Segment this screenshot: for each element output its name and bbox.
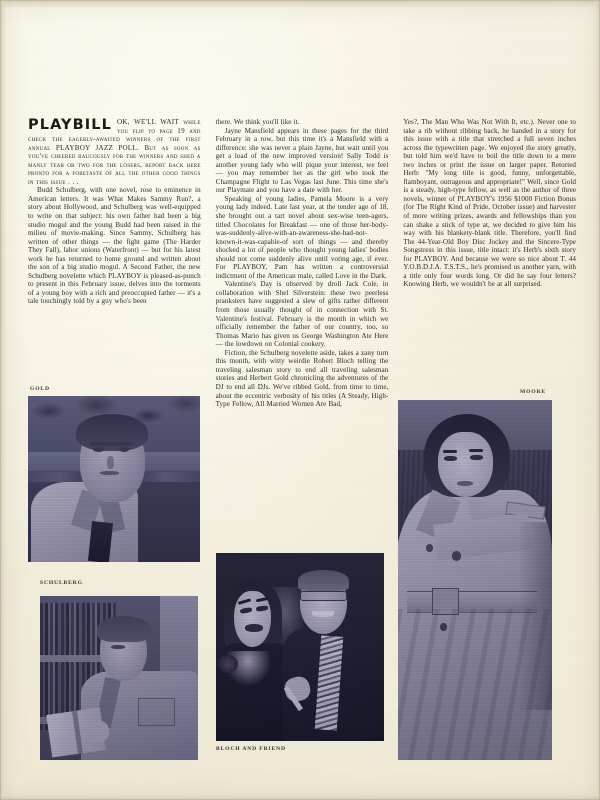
paragraph-text: OK, WE'LL WAIT while you flip to page 19 and check the eagerly-awaited winners of the first annual PLAYBOY JAZZ POLL. But as soon as you've cheered raucously for the winners and shed a manly tear or two for the losers, report back here pronto for a foretaste of all the other good things in this issue . . .	[28, 118, 201, 186]
paragraph-gold-titles: Yes?, The Man Who Was Not With It, etc.). Never one to take a rib without ribbing back, he handed in a story for this issue with a title that stretched a full seven inches across the typewritten page. We enjoyed the story greatly, but told him we'd have to boil the title down to a mere two inches or print the issue on larger paper. Retorted Herb: "My long title is good, funny, unforgettable, flamboyant, outrageous and appropriate!" Well, since Gold is a steady, high-type fellow, as well as the author of three novels, winner of PLAYBOY's 1956 $1000 Fiction Bonus (for The Right Kind of Pride, October issue) and harvester of more writing prizes, awards and fellowships than you can shake a stick of type at, we decided to give him his way with his blankety-blank title. Therefore, you'll find The 44-Year-Old Boy Disc Jockey and the Sincere-Type Songstress in this issue, title intact: it's Herb's sixth story for PLAYBOY. And because we were so nice about T. 44 Y.O.B.D.J.A. T.S.T.S., he's promised us another yarn, with a title only four words long. Or did he say four letters? Knowing Herb, we wouldn't be at all surprised.	[403, 118, 577, 289]
duotone-overlay	[216, 553, 384, 741]
paragraph-lead	[28, 118, 201, 186]
paragraph-fiction: Fiction, the Schulberg novelette aside, takes a zany turn this month, with witty weirdie Robert Bloch telling the traveling salesman story to end all traveling salesman stories and Herbert Gold chronicling the adventures of the DJ to end all DJs. We've ribbed Gold, from time to time, about the eccentric verbosity of his titles (A Steady, High-Type Fellow, All Married Women Are Bad,	[215, 348, 389, 409]
photo-moore	[398, 400, 552, 760]
paragraph-mansfield: Jayne Mansfield appears in these pages for the third February in a row, but this time it's a Mansfield with a difference: she was never a plain Jayne, but wait until you get a load of the new improved version! Sally Todd is another young lady who will pique your interest, we feel — you may remember her as the girl who took the Champagne Flight to Las Vegas last June. This time she's our Playmate and you have a date with her.	[215, 126, 389, 195]
playbill-nameplate: PLAYBILL	[28, 117, 112, 133]
page-edge-right	[595, 0, 600, 800]
photo-gold	[28, 396, 200, 562]
duotone-overlay	[40, 596, 198, 760]
caption-schulberg: SCHULBERG	[40, 580, 83, 586]
column-right	[403, 118, 576, 386]
page-edge-left	[0, 0, 5, 800]
photo-schulberg	[40, 596, 198, 760]
column-left	[28, 118, 201, 386]
duotone-overlay	[398, 400, 552, 760]
paragraph-schulberg-intro: Budd Schulberg, with one novel, rose to eminence in American letters. It was What Makes Sammy Run?, a story about Hollywood, and Schulberg was well-equipped to write on that subject: his own father had been a big studio mogul and the young Budd had been raised in the milieu of movie-making. Since Sammy, Schulberg has written of other things — the fight game (The Harder They Fall), labor unions (Waterfront) — but for his latest work he has returned to home ground and written about the son of a big studio mogul. A Second Father, the new Schulberg novelette which PLAYBOY is pleased-as-punch to present in this February issue, delves into the torments of a young boy with a rich and preoccupied father — it's a tale touchingly told by a guy who's been	[28, 186, 201, 306]
caption-moore: MOORE	[520, 389, 547, 395]
duotone-overlay	[28, 396, 200, 562]
paragraph-valentine: Valentine's Day is observed by droll Jack Cole, in collaboration with Shel Silverstein: these two peerless pranksters have suggested a slew of gifts rather different from those usually thought of in connection with St. Valentine's festival. February is the month in which we officially remember the father of our country, too, so Thomas Mario has given us George Washington Ate Here — the lowdown on Colonial cookery.	[215, 280, 389, 349]
article-columns	[28, 117, 577, 409]
paragraph-moore: Speaking of young ladies, Pamela Moore is a very young lady indeed. Late last year, at the tender age of 18, she brought out a tart novel about sex-wise teen-agers, titled Chocolates for Breakfast — one of those her-body-was-suddenly-alive-with-an-awareness-she-had-not-known-it-was-capable-of sort of things — and thereby shocked a lot of people who thought young ladies' bodies should not come suddenly alive until voting age, if ever. For PLAYBOY, Pam has written a controversial indictment of the American male, called Love in the Dark.	[215, 194, 389, 280]
page-edge-top	[0, 0, 600, 7]
caption-bloch-and-friend: BLOCH AND FRIEND	[216, 746, 286, 752]
photo-bloch-and-friend	[216, 553, 384, 741]
page-edge-bottom	[0, 794, 600, 800]
paragraph-continuation: there. We think you'll like it.	[215, 118, 300, 126]
caption-gold: GOLD	[30, 386, 50, 392]
column-center	[215, 118, 389, 409]
